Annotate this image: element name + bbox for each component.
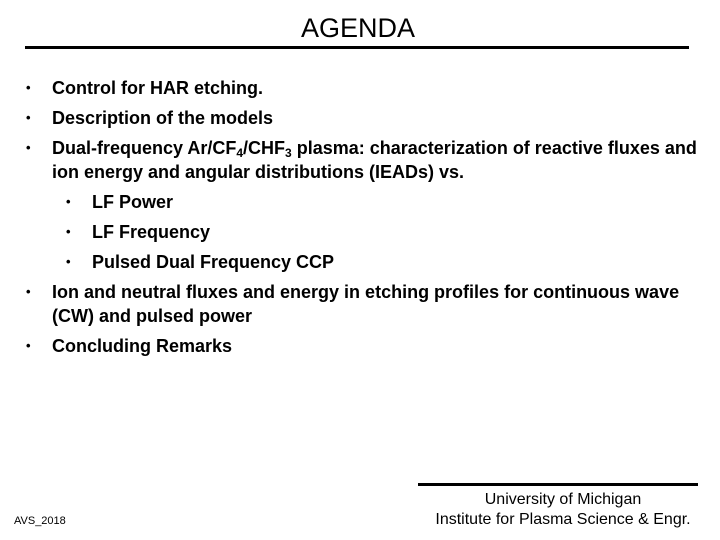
agenda-item-text: Control for HAR etching. [52,78,263,98]
footer-divider [418,483,698,486]
bullet-icon: • [26,284,31,299]
bullet-icon: • [66,254,71,269]
agenda-item-har-etching [22,76,712,100]
agenda-item-text-mid: /CHF [243,138,286,158]
bullet-icon: • [26,110,31,125]
agenda-item-text: Pulsed Dual Frequency CCP [92,252,335,272]
agenda-item-text: Ion and neutral fluxes and energy in etching profiles for continuous wave (CW) and pulsed power [52,282,680,326]
agenda-subitem-lf-frequency [22,220,712,244]
footer-conference-label: AVS_2018 [14,515,66,527]
agenda-list [22,76,712,364]
agenda-item-text: LF Frequency [92,222,211,242]
agenda-item-text-suffix: plasma: characterization of reactive fluxes and ion energy and angular distributions (IEADs) vs. [52,138,697,182]
agenda-subitem-pulsed-ccp [22,250,712,274]
slide-title: AGENDA [300,13,416,43]
bullet-icon: • [66,224,71,239]
bullet-icon: • [26,80,31,95]
agenda-item-models [22,106,712,130]
agenda-item-text: Description of the models [52,108,274,128]
agenda-item-text-prefix: Dual-frequency Ar/CF [52,138,237,158]
bullet-icon: • [26,338,31,353]
agenda-item-dual-frequency [22,136,712,184]
subscript-4: 4 [236,146,244,160]
footer-affiliation [418,490,708,530]
subscript-3: 3 [285,146,292,160]
footer-university: University of Michigan [484,491,642,508]
bullet-icon: • [66,194,71,209]
agenda-item-concluding-remarks [22,334,712,358]
bullet-icon: • [26,140,31,155]
title-underline [25,46,689,49]
agenda-item-text: LF Power [92,192,174,212]
agenda-item-text: Concluding Remarks [52,336,233,356]
agenda-item-fluxes [22,280,712,328]
footer-institute: Institute for Plasma Science & Engr. [435,511,691,528]
agenda-subitem-lf-power [22,190,712,214]
